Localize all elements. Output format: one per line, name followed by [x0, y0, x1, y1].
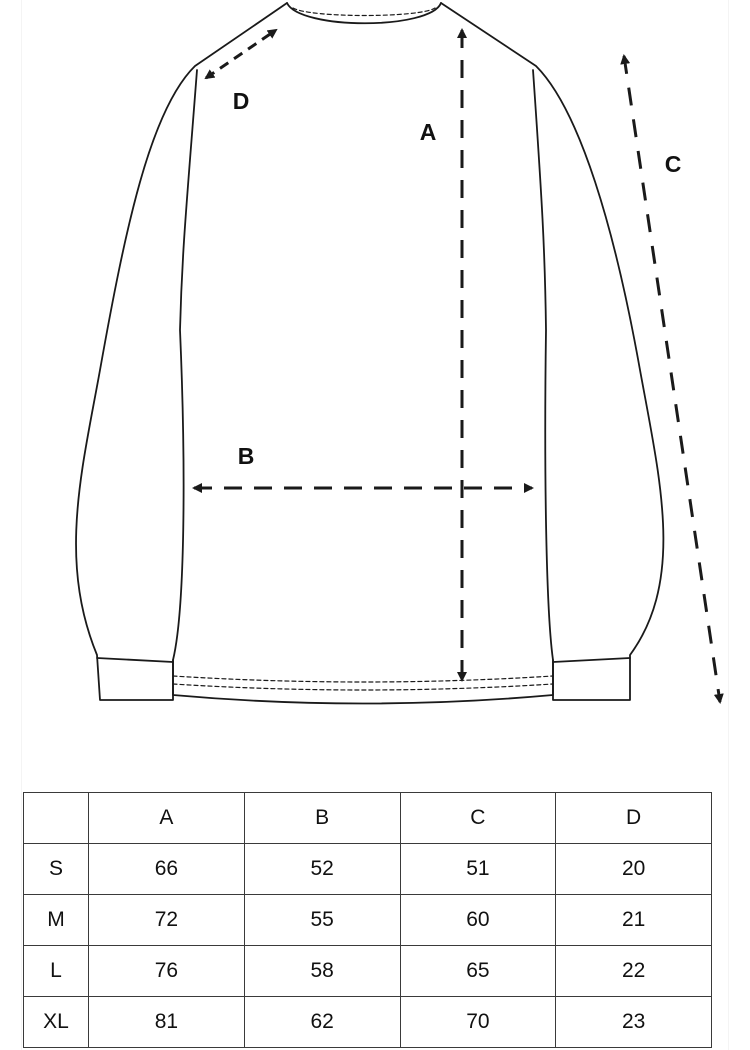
sweater-outline [76, 3, 663, 704]
table-cell: 22 [556, 946, 712, 997]
table-cell: 62 [244, 997, 400, 1048]
table-corner-cell [24, 793, 89, 844]
size-chart-table [23, 792, 712, 1048]
measurement-arrows [194, 30, 720, 702]
collar-outer [287, 3, 441, 23]
hem-seam-bottom [173, 684, 553, 690]
right-sleeve [441, 3, 663, 700]
column-header-b: B [244, 793, 400, 844]
table-cell: 66 [89, 844, 245, 895]
table-cell: 65 [400, 946, 556, 997]
label-b: B [237, 443, 255, 469]
column-header-d: D [556, 793, 712, 844]
table-row-m [24, 895, 712, 946]
table-cell: 52 [244, 844, 400, 895]
right-cuff-line [553, 658, 630, 662]
size-label: M [24, 895, 89, 946]
table-cell: 76 [89, 946, 245, 997]
table-cell: 55 [244, 895, 400, 946]
table-header-row [24, 793, 712, 844]
label-a: A [419, 119, 437, 145]
table-row-xl [24, 997, 712, 1048]
left-sleeve [76, 3, 287, 700]
table-cell: 70 [400, 997, 556, 1048]
label-d: D [232, 88, 250, 114]
table-row-l [24, 946, 712, 997]
column-header-c: C [400, 793, 556, 844]
table-row-s [24, 844, 712, 895]
table-cell: 23 [556, 997, 712, 1048]
measure-d-arrow [206, 30, 276, 78]
table-cell: 72 [89, 895, 245, 946]
size-label: XL [24, 997, 89, 1048]
hem-seam-top [173, 676, 553, 682]
table-cell: 60 [400, 895, 556, 946]
collar-inner [293, 8, 435, 16]
table-cell: 20 [556, 844, 712, 895]
table-cell: 81 [89, 997, 245, 1048]
table-cell: 21 [556, 895, 712, 946]
size-label: L [24, 946, 89, 997]
column-header-a: A [89, 793, 245, 844]
size-label: S [24, 844, 89, 895]
table-cell: 58 [244, 946, 400, 997]
label-c: C [664, 151, 682, 177]
left-cuff-line [97, 658, 173, 662]
table-cell: 51 [400, 844, 556, 895]
